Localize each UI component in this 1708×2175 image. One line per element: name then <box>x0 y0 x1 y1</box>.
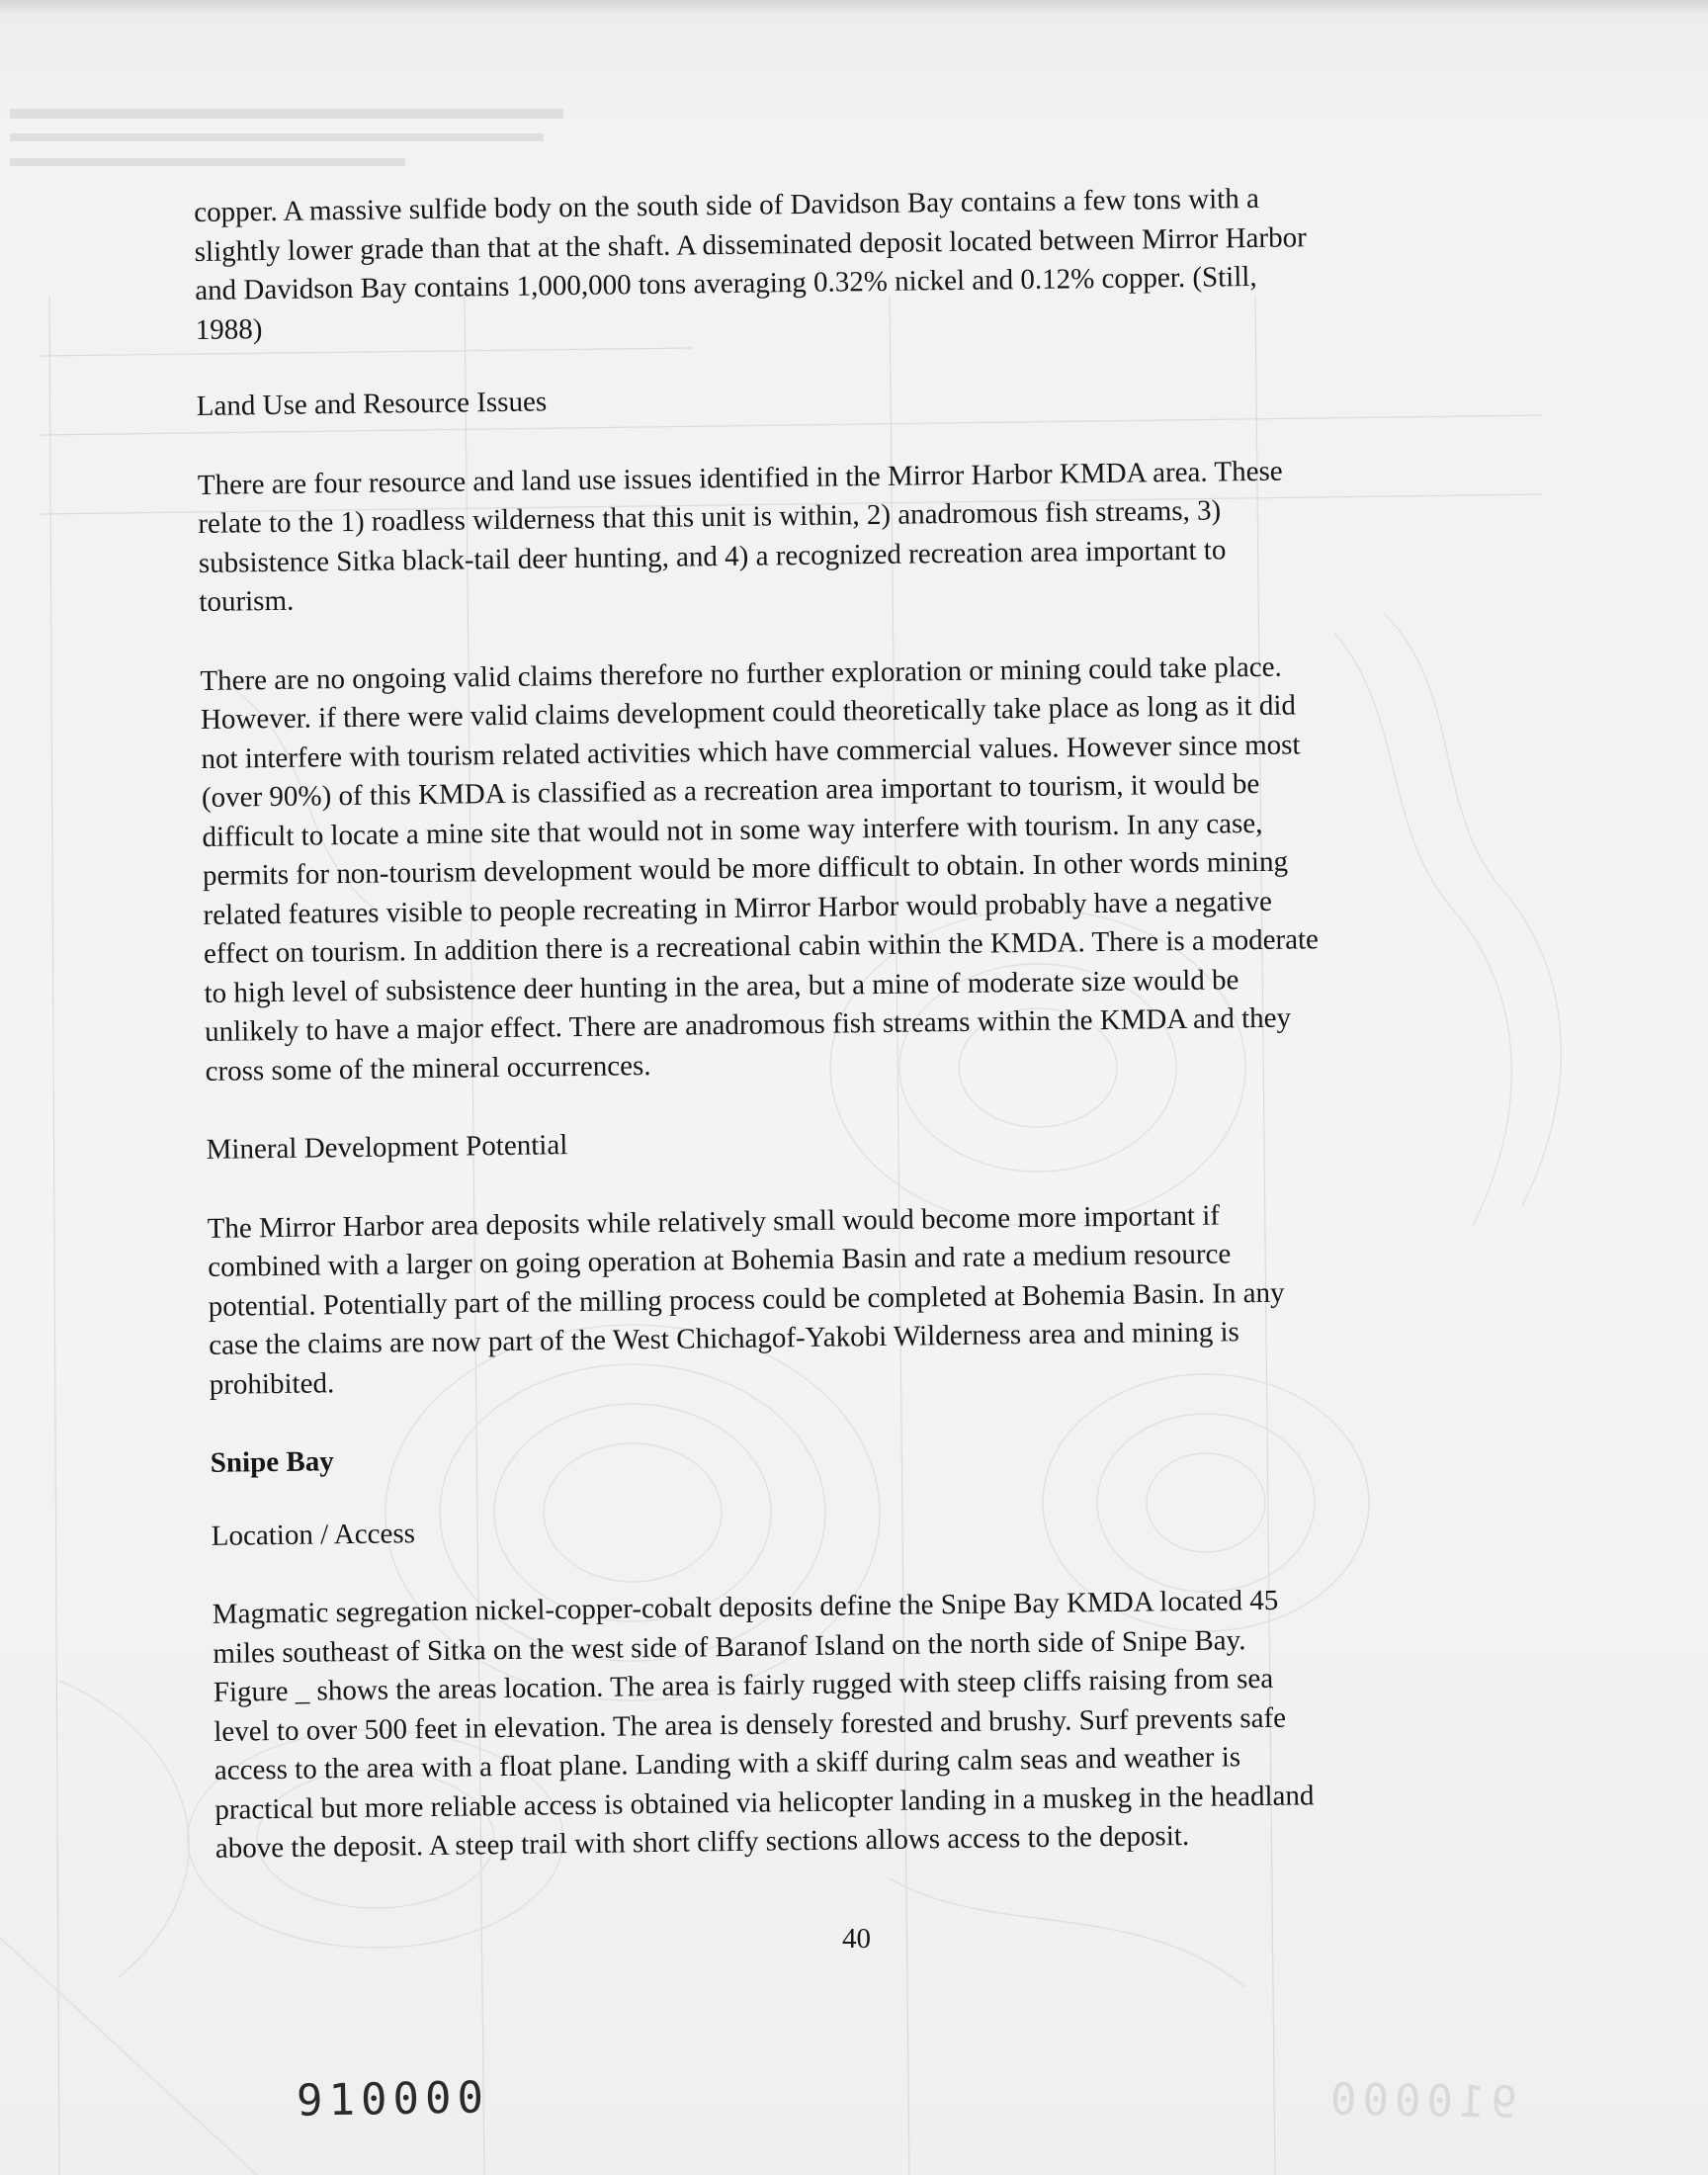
land-use-paragraph-2: There are no ongoing valid claims therefore no further exploration or mining could take place. However. if there were valid claims development could theoretically take place as long as it did not interfere with tourism related activities which have commercial values. However since most (over 90%) of this KMDA is classified as a recreation area important to tourism, it would be difficult to locate a mine site that would not in some way interfere with tourism. In any case, permits for non-tourism development would be more difficult to obtain. In other words mining related features visible to people recreating in Mirror Harbor would probably have a negative effect on tourism. In addition there is a recreational cabin within the KMDA. There is a moderate to high level of subsistence deer hunting in the area, but a mine of moderate size would be unlikely to have a major effect. There are anadromous fish streams within the KMDA and they cross some of the mineral occurrences. <box>200 651 1320 1088</box>
bleed-through-stamp-number: 910000 <box>1324 2074 1518 2129</box>
land-use-paragraph-1: There are four resource and land use issues identified in the Mirror Harbor KMDA area. These relate to the 1) roadless wilderness that this unit is within, 2) anadromous fish streams, 3) subsistence Sitka black-tail deer hunting, and 4) a recognized recreation area important to tourism. <box>197 455 1283 618</box>
mineral-development-paragraph: The Mirror Harbor area deposits while relatively small would become more important if combined with a larger on going operation at Bohemia Basin and rate a medium resource potential. Potentially part of the milling process could be completed at Bohemia Basin. In any case the claims are now part of the West Chichagof-Yakobi Wilderness area and mining is prohibited. <box>207 1199 1285 1401</box>
snipe-bay-heading: Snipe Bay <box>210 1445 334 1479</box>
location-access-heading: Location / Access <box>211 1517 416 1552</box>
page-number: 40 <box>842 1923 871 1955</box>
document-body <box>194 177 1521 1909</box>
document-stamp-number: 910000 <box>296 2072 490 2127</box>
mineral-development-heading: Mineral Development Potential <box>206 1129 568 1166</box>
location-access-paragraph: Magmatic segregation nickel-copper-cobalt deposits define the Snipe Bay KMDA located 45 miles southeast of Sitka on the west side of Baranof Island on the north side of Snipe Bay. Figure _ shows the areas location. The area is fairly rugged with steep cliffs raising from sea level to over 500 feet in elevation. The area is densely forested and brushy. Surf prevents safe access to the area with a float plane. Landing with a skiff during calm seas and weather is practical but more reliable access is obtained via helicopter landing in a muskeg in the headland above the deposit. A steep trail with short cliffy sections allows access to the deposit. <box>212 1584 1315 1865</box>
land-use-heading: Land Use and Resource Issues <box>196 386 548 422</box>
intro-paragraph: copper. A massive sulfide body on the south side of Davidson Bay contains a few tons with a slightly lower grade than that at the shaft. A disseminated deposit located between Mirror Harbor and Davidson Bay contains 1,000,000 tons averaging 0.32% nickel and 0.12% copper. (Still, 1988) <box>194 182 1307 346</box>
